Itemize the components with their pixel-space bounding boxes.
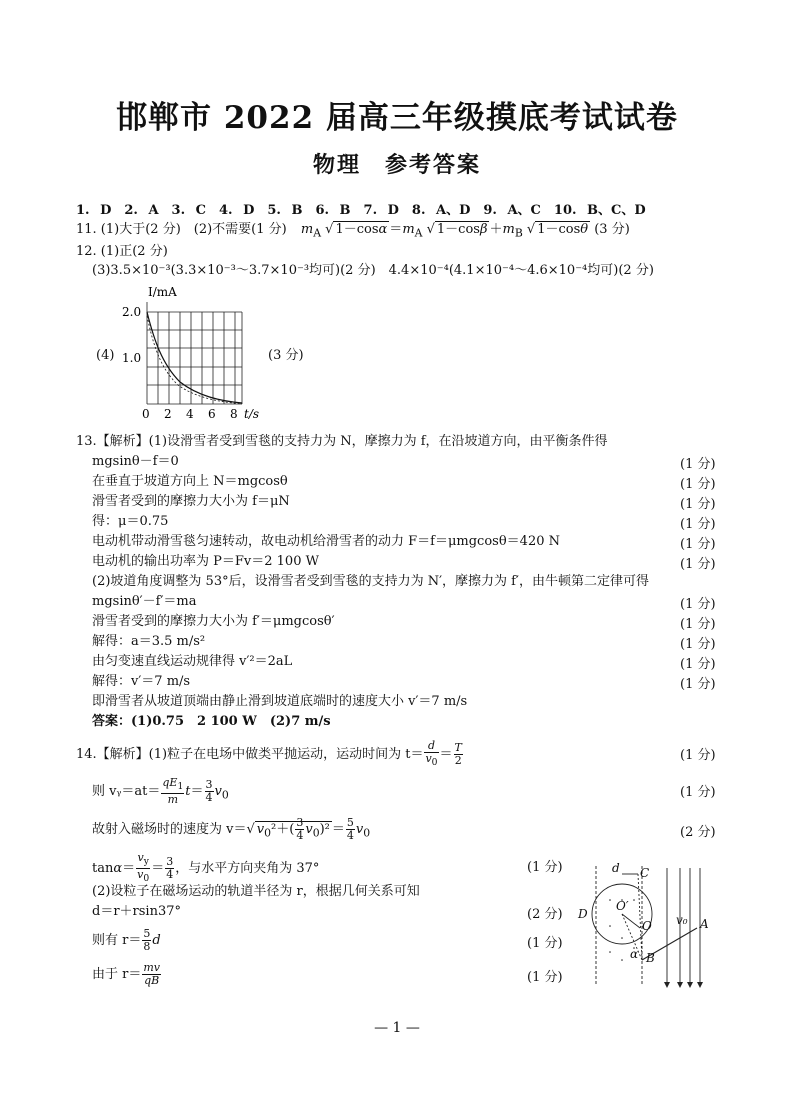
q14-line3: 故射入磁场时的速度为 v＝√ $v_0^2+$( $\frac{3}{4}$ $v_0)^2$ ＝ $\frac{5}{4}$ $v_0$ [92,816,371,842]
q13-line: 即滑雪者从坡道顶端由静止滑到坡道底端时的速度大小 v′＝7 m/s [92,694,468,709]
q11-line [76,221,630,243]
figure-label: O [642,919,652,933]
q13-line: 解得：v′＝7 m/s [92,674,191,689]
magnetic-field-figure [572,860,722,990]
q13-head: 13.【解析】(1)设滑雪者受到雪毯的支持力为 N，摩擦力为 f，在沿坡道方向，由平衡条件得 [76,434,608,449]
q13-line: 滑雪者受到的摩擦力大小为 f′＝μmgcosθ′ [92,614,335,629]
arrow-down-icon [697,982,703,988]
fraction: $\frac{T}{2}$ [454,741,462,768]
q13-points: (1 分) [680,537,716,552]
q13-line: mgsinθ′－f′＝ma [92,594,197,609]
decay-curve [147,312,242,403]
q14-line2-text: 则 vᵧ＝at＝ [92,784,161,800]
graph-x-label: t/s [244,407,260,421]
q14-line1-text: 14.【解析】(1)粒子在电场中做类平抛运动，运动时间为 t＝ [76,747,424,763]
q14-line8 [92,962,162,987]
q13-points: (1 分) [680,597,716,612]
figure-label: α [630,947,639,961]
graph-x-tick: 6 [208,407,216,421]
figure-label: v₀ [676,913,688,927]
mc-answers: 1. D 2. A 3. C 4. D 5. B 6. B 7. D 8. A、D 9. A、C 10. B、C、D [76,203,646,218]
q12-part1: 12. (1)正(2 分) [76,244,168,259]
doc-subtitle: 物理 参考答案 [312,152,481,178]
q14-points: (1 分) [527,970,563,985]
page-number: — 1 — [374,1020,420,1036]
q13-line: 解得：a＝3.5 m/s² [92,634,206,649]
q14-line6: d＝r＋rsin37° [92,904,181,919]
q14-points: (2 分) [680,825,716,840]
fraction: $\frac{5}{8}$ [143,927,151,953]
q13-line: 电动机带动滑雪毯匀速转动，故电动机给滑雪者的动力 F＝f＝μmgcosθ＝420 N [92,534,560,549]
q14-points: (1 分) [527,860,563,875]
q14-line2: 则 vᵧ＝at＝ $\frac{qE_1}{m}$ t＝ $\frac{3}{4}$ $v_0$ [92,776,229,807]
fraction: $\frac{d}{v_0}$ [425,739,438,769]
q14-line3-text: 故射入磁场时的速度为 v＝ [92,822,247,837]
graph-y-tick: 1.0 [122,351,142,365]
arrow-down-icon [664,982,670,988]
q13-points: (1 分) [680,497,716,512]
q14-points: (1 分) [680,748,716,763]
q13-points: (1 分) [680,517,716,532]
q14-line4: tanα＝ $\frac{v_y}{v_0}$ ＝ $\frac{3}{4}$ ，与水平方向夹角为 37° [92,851,320,885]
q13-points: (1 分) [680,617,716,632]
q11-text: 11. (1)大于(2 分) (2)不需要(1 分) [76,222,287,237]
q14-line7: 则有 r＝ $\frac{5}{8}$ d [92,927,161,953]
fraction: $\frac{3}{4}$ [205,778,213,805]
q14-points: (2 分) [527,907,563,922]
doc-title: 邯郸市 2022 届高三年级摸底考试试卷 [116,100,678,136]
q14-line5: (2)设粒子在磁场运动的轨道半径为 r，根据几何关系可知 [92,884,420,899]
q13-points: (1 分) [680,557,716,572]
q13-points: (1 分) [680,477,716,492]
q11-formula: $m_A$ √ $1-\cos\alpha =m_A$ √ $1-\cos\beta +m_B$ √ 1－cosθ [300,222,589,240]
fraction: $\frac{mv}{qB}$ [143,961,161,987]
graph-y-tick: 2.0 [122,305,142,319]
figure-label: B [646,951,655,965]
q14-points: (1 分) [527,936,563,951]
fraction: $\frac{v_y}{v_0}$ [137,851,150,885]
q13-points: (1 分) [680,637,716,652]
q13-points: (1 分) [680,457,716,472]
current-time-graph [120,282,270,422]
figure-label: O′ [616,899,629,913]
q13-line: mgsinθ－f＝0 [92,454,179,469]
q13-line: 由匀变速直线运动规律得 v′²＝2aL [92,654,293,669]
q13-points: (1 分) [680,677,716,692]
q12-part3: (3)3.5×10⁻³(3.3×10⁻³～3.7×10⁻³均可)(2 分) 4.4×10⁻⁴(4.1×10⁻⁴～4.6×10⁻⁴均可)(2 分) [92,263,654,278]
fraction: $\frac{5}{4}$ [346,816,354,842]
q12-part4-points: (3 分) [268,348,304,363]
fraction: $\frac{3}{4}$ [166,855,174,882]
q12-part4-label: (4) [96,348,115,363]
q14-points: (1 分) [680,785,716,800]
graph-x-tick: 8 [230,407,238,421]
q14-line8-text: 由于 r＝ [92,967,142,982]
graph-x-tick: 2 [164,407,172,421]
q13-answer: 答案：(1)0.75 2 100 W (2)7 m/s [92,714,331,729]
q13-line: 在垂直于坡道方向上 N＝mgcosθ [92,474,288,489]
graph-y-label: I/mA [148,285,177,299]
graph-x-tick: 0 [142,407,150,421]
q13-points: (1 分) [680,657,716,672]
q13-line: (2)坡道角度调整为 53°后，设滑雪者受到雪毯的支持力为 N′，摩擦力为 f′，由牛顿第二定律可得 [92,574,649,589]
figure-label: D [578,907,588,921]
figure-label: A [700,917,709,931]
arrow-down-icon [687,982,693,988]
q13-line: 电动机的输出功率为 P＝Fv＝2 100 W [92,554,319,569]
arrow-down-icon [677,982,683,988]
fraction: $\frac{3}{4}$ [296,816,304,842]
figure-label: C [640,866,650,880]
q13-line: 得：μ＝0.75 [92,514,169,529]
q14-line1: 14.【解析】(1)粒子在电场中做类平抛运动，运动时间为 t＝ $\frac{d}{v_0}$ ＝ $\frac{T}{2}$ [76,739,462,769]
q13-line: 滑雪者受到的摩擦力大小为 f＝μN [92,494,290,509]
figure-label: d [612,861,620,875]
graph-x-tick: 4 [186,407,194,421]
radius-line [622,914,640,928]
q11-points: (3 分) [594,222,630,237]
fraction: $\frac{qE_1}{m}$ [162,776,184,807]
q14-line7-text: 则有 r＝ [92,933,142,948]
q14-line4-text: ，与水平方向夹角为 37° [175,861,320,877]
